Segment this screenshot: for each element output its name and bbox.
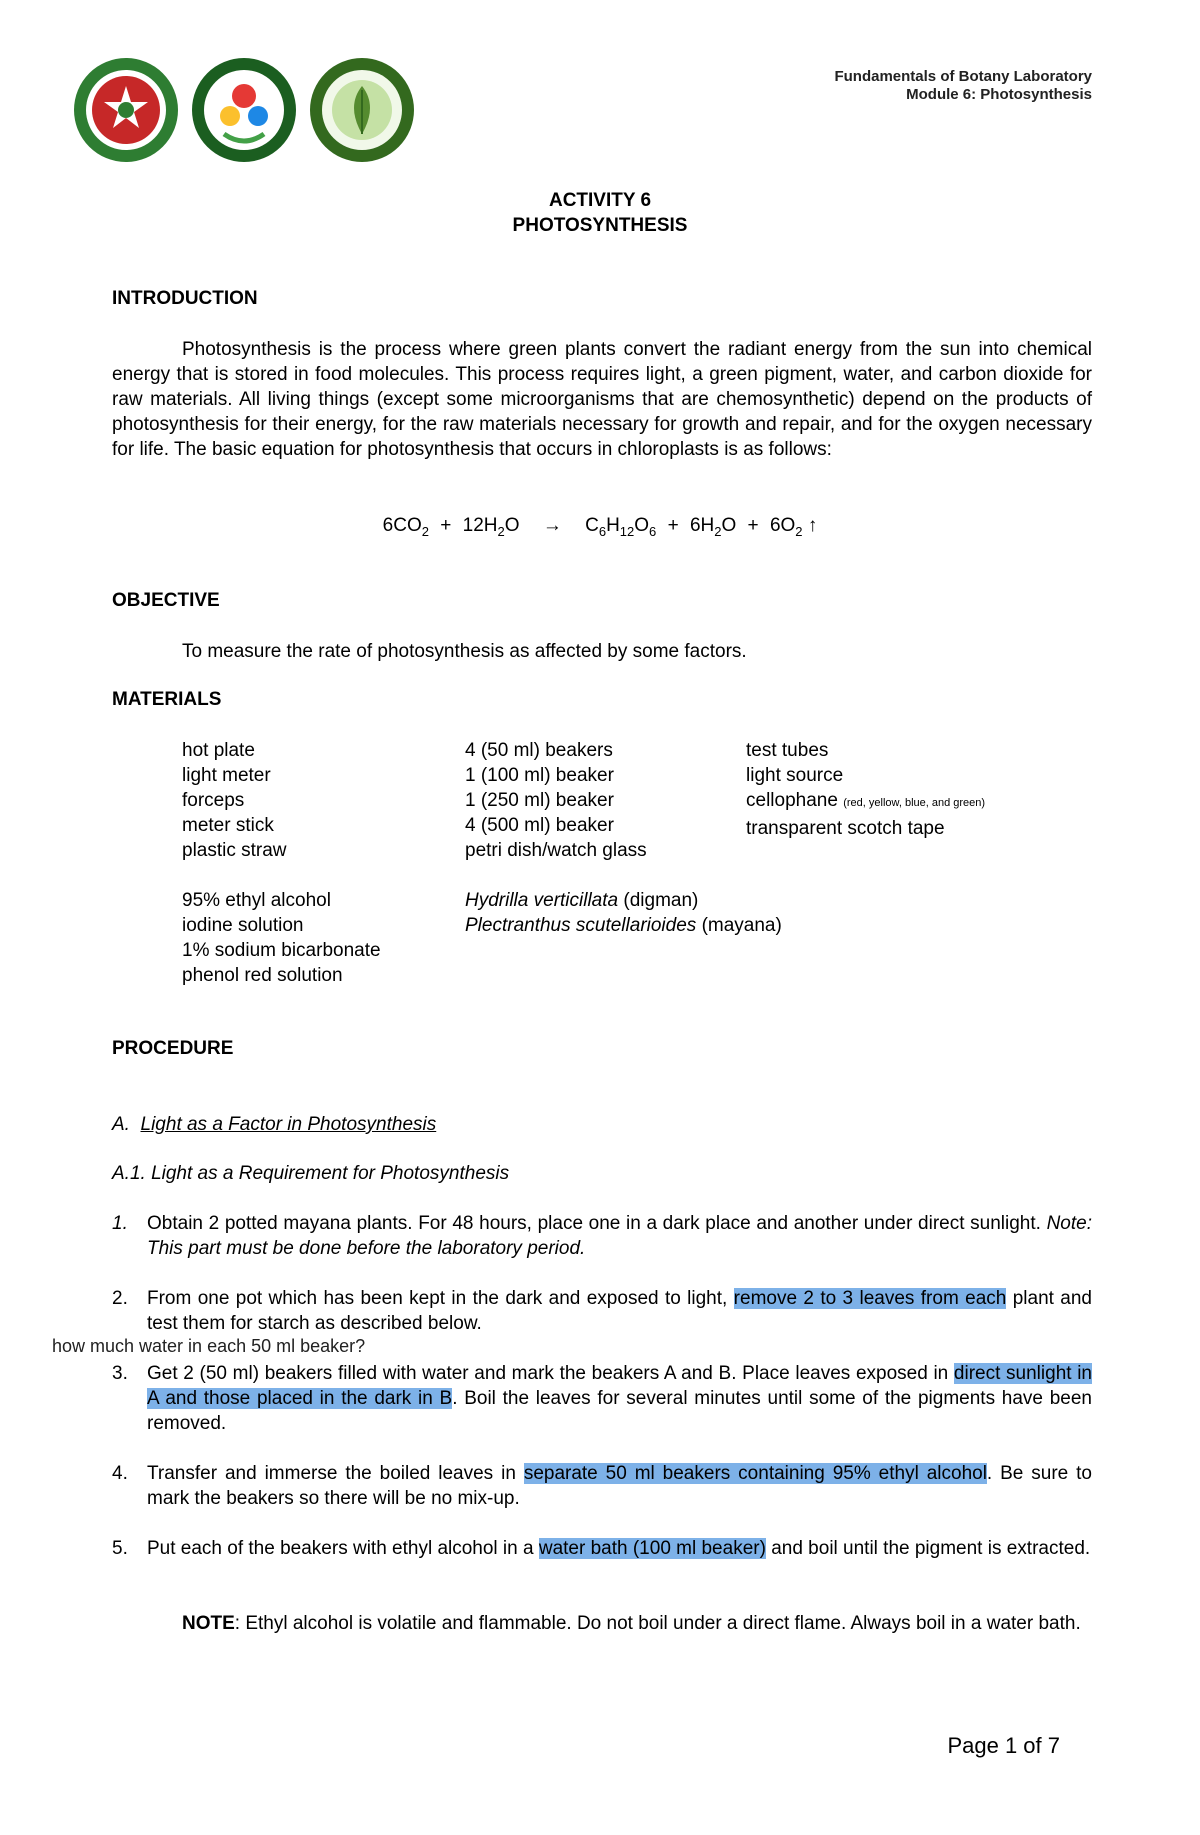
introduction-heading: INTRODUCTION — [112, 288, 258, 309]
procedure-heading: PROCEDURE — [112, 1038, 234, 1059]
procedure-step: 4. Transfer and immerse the boiled leaves in separate 50 ml beakers containing 95% ethyl alcohol. Be sure to mark the beakers so there will be no mix-up. — [112, 1463, 1092, 1509]
material-item: forceps — [182, 790, 245, 811]
highlighted-text: water bath (100 ml beaker) — [538, 1538, 766, 1559]
department-seal-icon — [308, 56, 416, 164]
university-seal-icon — [72, 56, 180, 164]
reaction-arrow-icon: → — [542, 515, 562, 536]
material-item: light meter — [182, 765, 271, 786]
page-number: Page 1 of 7 — [947, 1733, 1060, 1758]
chemical-item: 1% sodium bicarbonate — [182, 940, 381, 961]
organism-item: Plectranthus scutellarioides (mayana) — [465, 915, 782, 936]
materials-organisms — [465, 888, 782, 938]
introduction-paragraph: Photosynthesis is the process where green plants convert the radiant energy from the sun into chemical energy that is stored in food molecules. This process requires light, a green pigment, water, and carbon dioxide for raw materials. All living things (except some microorganisms that are chemosynthetic) depend on the products of photosynthesis for their energy, for the raw materials necessary for growth and repair, and for the oxygen necessary for life. The basic equation for photosynthesis that occurs in chloroplasts is as follows: — [112, 339, 1092, 460]
photosynthesis-equation: $6CO_2 + 12H_2O \to C_6H_{12}O_6 + 6H_2O + 6O_2$ ↑ — [382, 515, 818, 539]
activity-title — [0, 188, 1200, 238]
material-item: 4 (500 ml) beaker — [465, 815, 614, 836]
safety-note: NOTE: Ethyl alcohol is volatile and flammable. Do not boil under a direct flame. Always boil in a water bath. — [182, 1613, 1081, 1634]
title-activity-name: PHOTOSYNTHESIS — [512, 215, 688, 236]
cellophane-colors-note: (red, yellow, blue, and green) — [843, 797, 986, 809]
highlighted-text: separate 50 ml beakers containing 95% ethyl alcohol — [523, 1463, 987, 1484]
procedure-step: 2. From one pot which has been kept in the dark and exposed to light, remove 2 to 3 leaves from each plant and test them for starch as described below. — [112, 1288, 1092, 1334]
procedure-step: 5. Put each of the beakers with ethyl alcohol in a water bath (100 ml beaker) and boil until the pigment is extracted. — [112, 1538, 1091, 1559]
material-item: cellophane (red, yellow, blue, and green) — [746, 790, 986, 811]
organism-item: Hydrilla verticillata (digman) — [465, 890, 699, 911]
materials-col-3 — [746, 738, 985, 841]
materials-col-2 — [465, 738, 647, 863]
procedure-step: 1. Obtain 2 potted mayana plants. For 48 hours, place one in a dark place and another under direct sunlight. Note: This part must be done before the laboratory period. — [112, 1213, 1092, 1259]
material-item: light source — [746, 765, 844, 786]
chemical-item: phenol red solution — [182, 965, 343, 986]
section-a1-heading: A.1. Light as a Requirement for Photosynthesis — [112, 1163, 510, 1184]
section-a-heading: A. Light as a Factor in Photosynthesis — [112, 1114, 437, 1135]
margin-comment: how much water in each 50 ml beaker? — [52, 1336, 366, 1356]
materials-heading: MATERIALS — [112, 689, 222, 710]
material-item: hot plate — [182, 740, 255, 761]
document-header — [834, 68, 1092, 104]
material-item: test tubes — [746, 740, 829, 761]
highlighted-text: direct sunlight in A and those placed in the dark in B — [147, 1363, 1093, 1409]
chemical-item: iodine solution — [182, 915, 304, 936]
material-item: 1 (250 ml) beaker — [465, 790, 614, 811]
materials-chemicals — [182, 888, 381, 988]
material-item: plastic straw — [182, 840, 287, 861]
objective-heading: OBJECTIVE — [112, 590, 220, 611]
materials-col-1 — [182, 738, 287, 863]
college-seal-icon — [190, 56, 298, 164]
material-item: meter stick — [182, 815, 274, 836]
procedure-step: 3. Get 2 (50 ml) beakers filled with water and mark the beakers A and B. Place leaves exposed in direct sunlight in A and those placed in the dark in B. Boil the leaves for several minutes until some of the pigments have been removed. — [112, 1363, 1093, 1434]
title-activity-number: ACTIVITY 6 — [548, 190, 652, 211]
header-module: Module 6: Photosynthesis — [906, 86, 1092, 103]
material-item: 1 (100 ml) beaker — [465, 765, 614, 786]
highlighted-text: remove 2 to 3 leaves from each — [733, 1288, 1007, 1309]
material-item: transparent scotch tape — [746, 818, 945, 839]
objective-text: To measure the rate of photosynthesis as affected by some factors. — [182, 641, 747, 662]
material-item: petri dish/watch glass — [465, 840, 647, 861]
header-course: Fundamentals of Botany Laboratory — [834, 68, 1092, 85]
gas-release-arrow-icon: ↑ — [807, 515, 818, 536]
chemical-item: 95% ethyl alcohol — [182, 890, 331, 911]
material-item: 4 (50 ml) beakers — [465, 740, 613, 761]
